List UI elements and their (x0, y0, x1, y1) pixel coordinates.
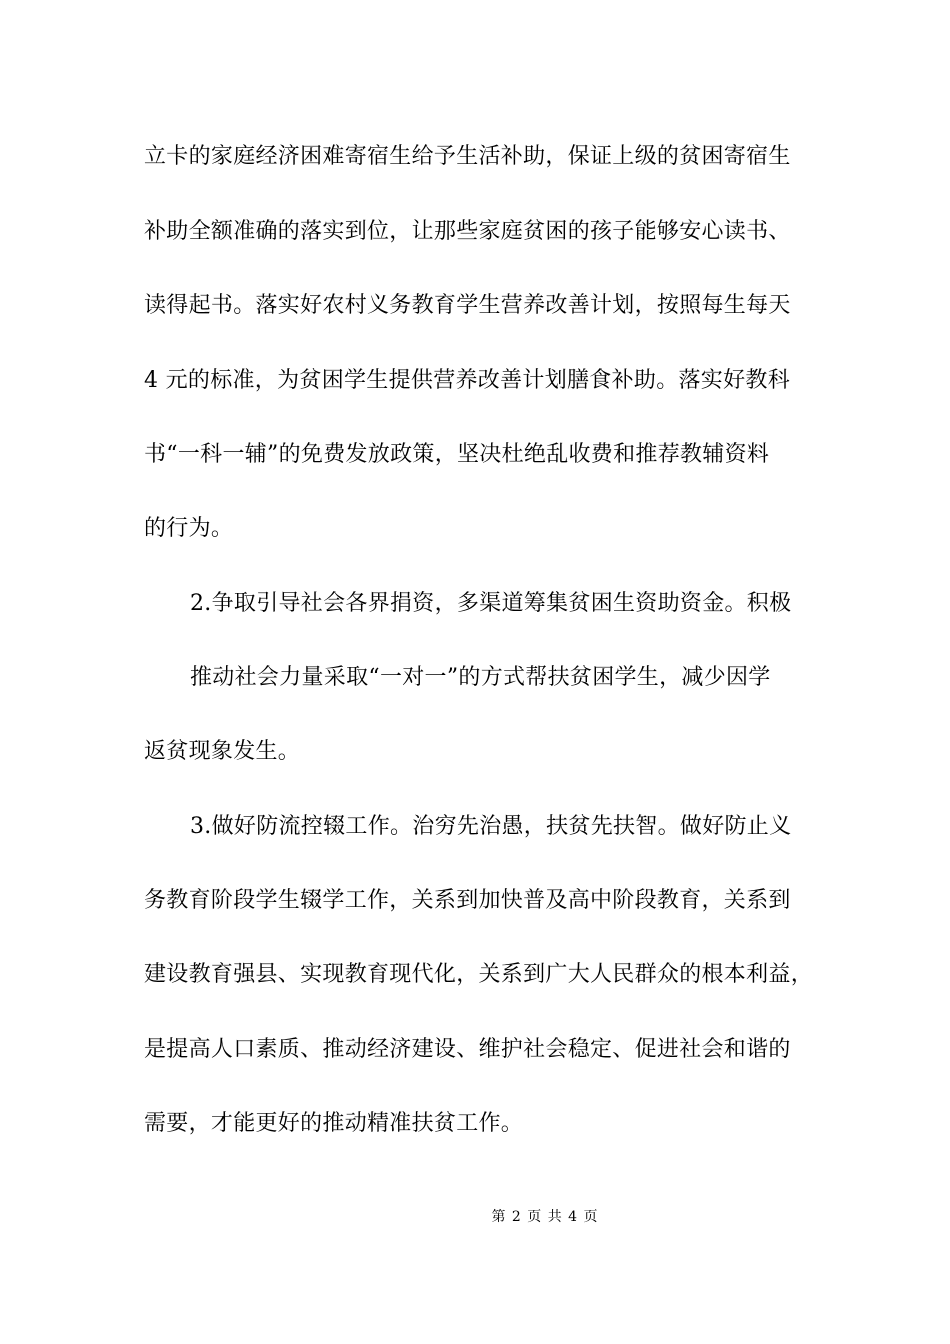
body-text-line: 推动社会力量采取“一对一”的方式帮扶贫困学生，减少因学 (190, 665, 771, 690)
body-text-line: 立卡的家庭经济困难寄宿生给予生活补助，保证上级的贫困寄宿生 (144, 144, 791, 169)
body-text-line: 补助全额准确的落实到位，让那些家庭贫困的孩子能够安心读书、 (144, 219, 791, 244)
body-text-line: 读得起书。落实好农村义务教育学生营养改善计划，按照每生每天 (144, 293, 791, 318)
body-text-line: 建设教育强县、实现教育现代化，关系到广大人民群众的根本利益， (144, 962, 814, 987)
body-text-line: 返贫现象发生。 (144, 739, 301, 764)
body-text-line: 是提高人口素质、推动经济建设、维护社会稳定、促进社会和谐的 (144, 1037, 791, 1062)
body-text-line: 的行为。 (144, 516, 234, 541)
page-number: 第 2 页 共 4 页 (491, 1209, 599, 1225)
page-footer (0, 1206, 950, 1226)
body-text-line: 书“一科一辅”的免费发放政策，坚决杜绝乱收费和推荐教辅资料 (144, 442, 770, 467)
body-text-line: 需要，才能更好的推动精准扶贫工作。 (144, 1111, 524, 1136)
numbered-paragraph-line: 2.争取引导社会各界捐资，多渠道筹集贫困生资助资金。积极 (190, 591, 792, 616)
body-text-line: 4 元的标准，为贫困学生提供营养改善计划膳食补助。落实好教科 (144, 368, 790, 393)
body-text-line: 务教育阶段学生辍学工作，关系到加快普及高中阶段教育，关系到 (144, 888, 791, 913)
numbered-paragraph-line: 3.做好防流控辍工作。治穷先治愚，扶贫先扶智。做好防止义 (190, 814, 792, 839)
